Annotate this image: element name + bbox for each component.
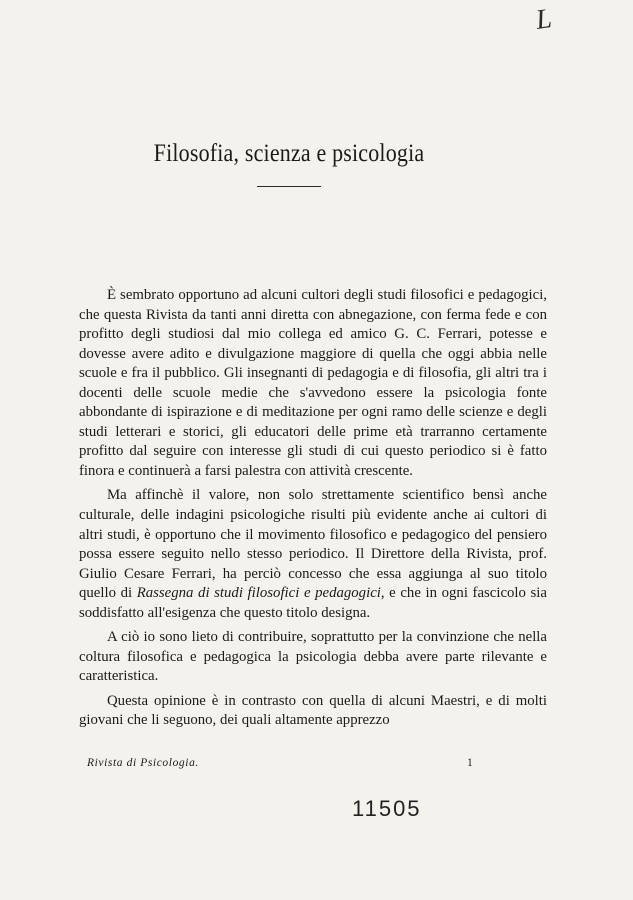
paragraph-2-text: Ma affinchè il valore, non solo strettamente scientifico bensì anche culturale, delle indagini psicologiche risulti più evidente anche ai cultori di altri studi, è opportuno che il movimento filosofico e pedagogico del pensiero possa essere seguito nello stesso periodico. Il Direttore della Rivista, prof. Giulio Cesare Ferrari, ha perciò concesso che essa aggiunga al suo titolo quello di bbox=[79, 487, 547, 602]
paragraph-3: A ciò io sono lieto di contribuire, soprattutto per la convinzione che nella coltura filosofica e pedagogica la psicologia debba avere parte rilevante e caratteristica. bbox=[79, 629, 547, 685]
footer-journal-name: Rivista di Psicologia. bbox=[87, 757, 199, 769]
paragraph-1: È sembrato opportuno ad alcuni cultori degli studi filosofici e pedagogici, che questa Rivista da tanti anni diretta con abnegazione, con ferma fede e con profitto degli studiosi dal mio collega ed amico G. C. Ferrari, potesse e dovesse avere adito e divulgazione maggiore di quella che oggi abbia nelle scuole e fra il pubblico. Gli insegnanti di pedagogia e di filosofia, gli altri tra i docenti delle scuole medie che s'avvedono essere la psicologia fonte abbondante di ispirazione e di meditazione per ogni ramo delle scienze e degli studi letterari e storici, gli educatori delle prime età trarranno certamente profitto dal seguire con interesse gli studi di cui questo periodico si è fatto finora e continuerà a farsi palestra con attività crescente. bbox=[79, 287, 547, 479]
article-title: Filosofia, scienza e psicologia bbox=[153, 140, 425, 167]
handwritten-corner-mark: L bbox=[533, 3, 554, 36]
library-stamp-number: 11505 bbox=[352, 796, 422, 821]
article-body bbox=[79, 286, 547, 731]
journal-new-title: Rassegna di studi filosofici e pedagogici bbox=[136, 585, 381, 602]
paragraph-2-tail: , e che in ogni fascicolo sia soddisfatto all'esigenza che questo titolo designa. bbox=[79, 585, 547, 621]
title-divider bbox=[257, 186, 321, 187]
paragraph-4: Questa opinione è in contrasto con quella di alcuni Maestri, e di molti giovani che li seguono, dei quali altamente apprezzo bbox=[79, 692, 547, 729]
footer-signature-number: 1 bbox=[467, 757, 473, 769]
paragraph-2 bbox=[79, 486, 547, 623]
